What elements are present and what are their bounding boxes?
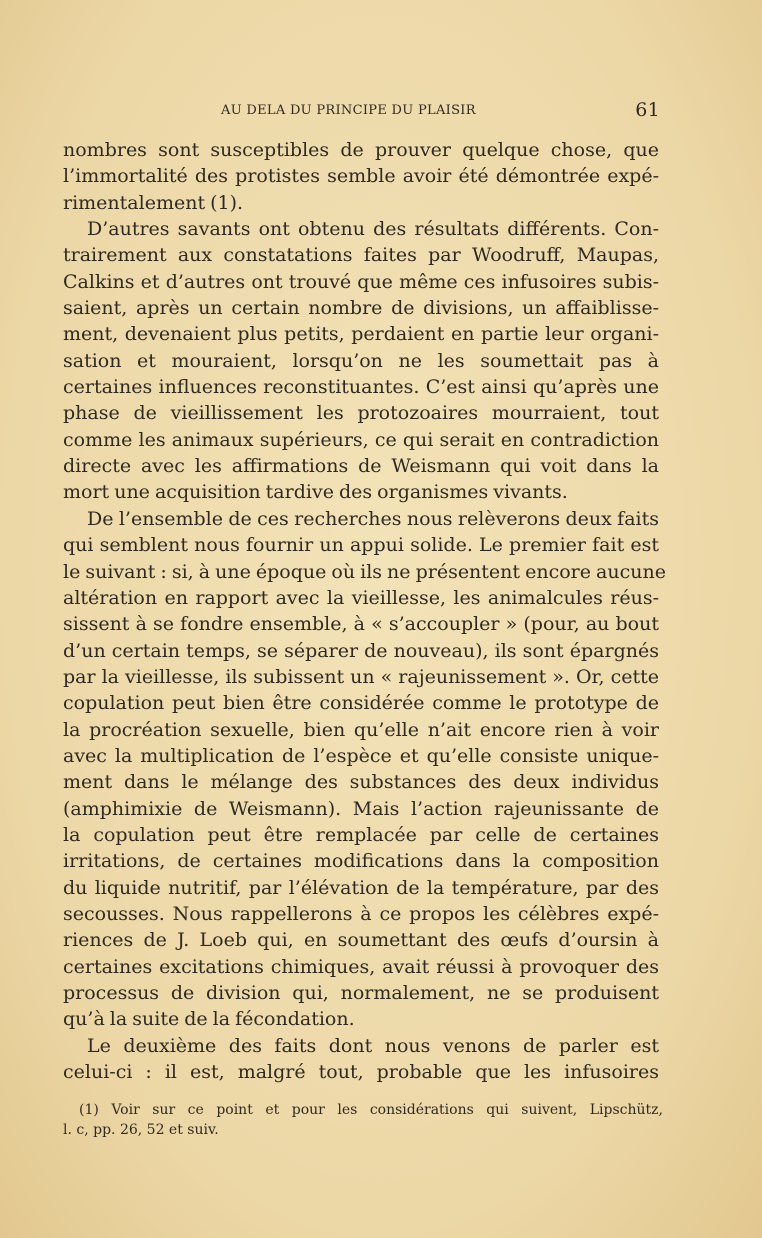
text-line: altération en rapport avec la vieillesse, les animalcules réus-	[63, 586, 659, 609]
text-line: nombres sont susceptibles de prouver quelque chose, que	[63, 139, 659, 161]
text-line: saient, après un certain nombre de divisions, un affaiblisse-	[63, 297, 659, 320]
text-line: rimentalement (1).	[63, 191, 244, 214]
footnote-line: l. c, pp. 26, 52 et suiv.	[63, 1122, 219, 1138]
text-line: celui-ci : il est, malgré tout, probable que les infusoires	[63, 1061, 659, 1084]
text-line: qu’à la suite de la fécondation.	[63, 1008, 355, 1031]
running-title: AU DELA DU PRINCIPE DU PLAISIR	[221, 103, 476, 118]
text-line: phase de vieillissement les protozoaires mourraient, tout	[63, 402, 659, 425]
text-line: l’immortalité des protistes semble avoir été démontrée expé-	[63, 165, 659, 188]
text-line: comme les animaux supérieurs, ce qui serait en contradiction	[63, 428, 659, 451]
text-line: secousses. Nous rappellerons à ce propos les célèbres expé-	[63, 902, 659, 925]
footnote	[63, 1100, 663, 1140]
page-number: 61	[635, 99, 660, 121]
text-line: mort une acquisition tardive des organismes vivants.	[63, 481, 568, 504]
text-line: sation et mouraient, lorsqu’on ne les soumettait pas à	[63, 349, 659, 372]
text-line: par la vieillesse, ils subissent un « rajeunissement ». Or, cette	[63, 665, 659, 688]
text-line: du liquide nutritif, par l’élévation de la température, par des	[63, 876, 659, 899]
text-line: ment, devenaient plus petits, perdaient en partie leur organi-	[63, 323, 659, 346]
text-line: la copulation peut être remplacée par celle de certaines	[63, 823, 659, 846]
text-line: Calkins et d’autres ont trouvé que même ces infusoires subis-	[63, 270, 659, 293]
text-line: (amphimixie de Weismann). Mais l’action rajeunissante de	[63, 797, 659, 820]
text-line: processus de division qui, normalement, ne se produisent	[63, 982, 659, 1004]
footnote-line: (1) Voir sur ce point et pour les considérations qui suivent, Lipschütz,	[79, 1102, 663, 1118]
text-line: qui semblent nous fournir un appui solide. Le premier fait est	[63, 534, 659, 557]
text-line: la procréation sexuelle, bien qu’elle n’ait encore rien à voir	[63, 718, 659, 741]
text-line: D’autres savants ont obtenu des résultats différents. Con-	[87, 218, 659, 241]
running-header	[63, 99, 660, 123]
body-text	[63, 137, 666, 1085]
text-line: riences de J. Loeb qui, en soumettant des œufs d’oursin à	[63, 929, 659, 952]
text-line: directe avec les affirmations de Weismann qui voit dans la	[63, 455, 659, 478]
text-line: trairement aux constatations faites par Woodruff, Maupas,	[63, 244, 659, 267]
text-line: sissent à se fondre ensemble, à « s’accoupler » (pour, au bout	[63, 613, 659, 636]
text-line: avec la multiplication de l’espèce et qu’elle consiste unique-	[63, 744, 659, 767]
text-line: certaines excitations chimiques, avait réussi à provoquer des	[63, 955, 659, 978]
text-line: le suivant : si, à une époque où ils ne présentent encore aucune	[63, 560, 666, 583]
text-line: Le deuxième des faits dont nous venons de parler est	[87, 1034, 659, 1057]
text-line: certaines influences reconstituantes. C’est ainsi qu’après une	[63, 376, 659, 399]
text-line: irritations, de certaines modifications dans la composition	[63, 850, 659, 873]
text-line: d’un certain temps, se séparer de nouveau), ils sont épargnés	[63, 639, 659, 662]
text-line: copulation peut bien être considérée comme le prototype de	[63, 692, 659, 715]
text-line: ment dans le mélange des substances des deux individus	[63, 771, 659, 794]
text-line: De l’ensemble de ces recherches nous relèverons deux faits	[87, 507, 659, 530]
